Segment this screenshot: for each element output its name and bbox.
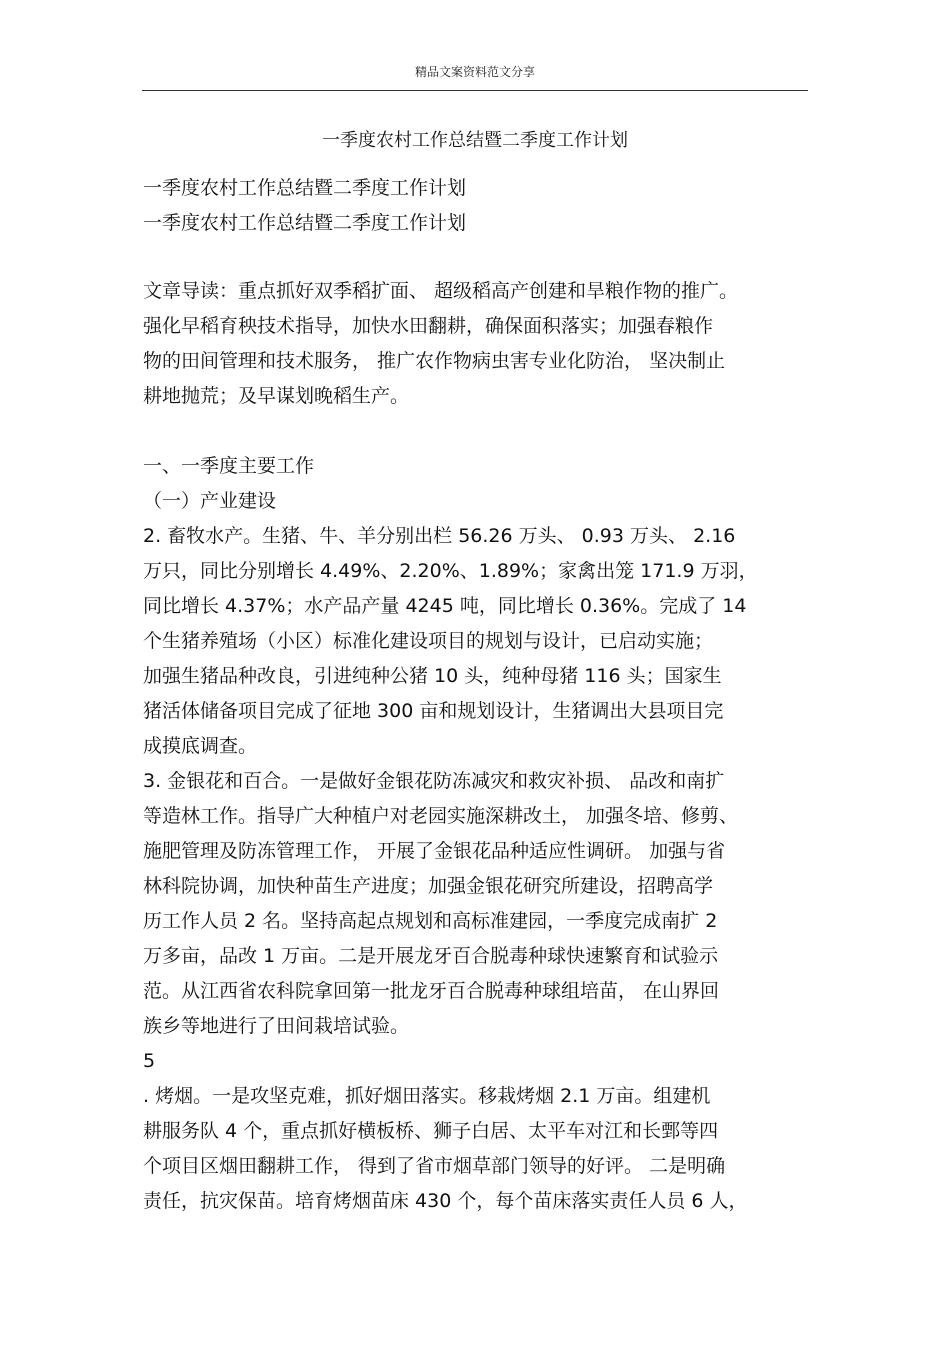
tobacco-paragraph: [143, 1079, 813, 1219]
paragraph-line: 范。从江西省农科院拿回第一批龙牙百合脱毒种球组培苗， 在山界回: [143, 980, 720, 1002]
paragraph-line: 个项目区烟田翻耕工作， 得到了省市烟草部门领导的好评。 二是明确: [143, 1155, 726, 1177]
paragraph-line: 2. 畜牧水产。生猪、牛、羊分别出栏 56.26 万头、 0.93 万头、 2.16: [143, 525, 736, 547]
paragraph-line: 耕服务队 4 个，重点抓好横板桥、狮子白居、太平车对江和长鄄等四: [143, 1120, 719, 1142]
page-header: 精品文案资料范文分享: [414, 65, 535, 79]
paragraph-line: 万只，同比分别增长 4.49%、2.20%、1.89%；家禽出笼 171.9 万羽，: [143, 560, 758, 582]
livestock-paragraph: [143, 519, 813, 764]
paragraph-line: 万多亩，品改 1 万亩。二是开展龙牙百合脱毒种球快速繁育和试验示: [143, 945, 719, 967]
item-number: 5: [143, 1050, 156, 1072]
paragraph-line: 强化早稻育秧技术指导，加快水田翻耕，确保面积落实；加强春粮作: [143, 315, 714, 337]
paragraph-line: 同比增长 4.37%；水产品产量 4245 吨，同比增长 0.36%。完成了 14: [143, 595, 747, 617]
subtitle-line: 一季度农村工作总结暨二季度工作计划: [143, 212, 467, 234]
paragraph-line: 文章导读：重点抓好双季稻扩面、 超级稻高产创建和旱粮作物的推广。: [143, 280, 739, 302]
paragraph-line: 施肥管理及防冻管理工作， 开展了金银花品种适应性调研。 加强与省: [143, 840, 726, 862]
paragraph-line: 耕地抛荒；及早谋划晚稻生产。: [143, 385, 410, 407]
paragraph-line: 物的田间管理和技术服务， 推广农作物病虫害专业化防治， 坚决制止: [143, 350, 726, 372]
paragraph-line: 责任，抗灾保苗。培育烤烟苗床 430 个，每个苗床落实责任人员 6 人，: [143, 1190, 748, 1212]
document-body: [143, 171, 813, 1219]
paragraph-line: 3. 金银花和百合。一是做好金银花防冻减灾和救灾补损、 品改和南扩: [143, 770, 725, 792]
subtitle-line: 一季度农村工作总结暨二季度工作计划: [143, 177, 467, 199]
paragraph-line: . 烤烟。一是攻坚克难，抓好烟田落实。移栽烤烟 2.1 万亩。组建机: [143, 1085, 711, 1107]
paragraph-line: 族乡等地进行了田间栽培试验。: [143, 1015, 410, 1037]
paragraph-line: 加强生猪品种改良，引进纯种公猪 10 头，纯种母猪 116 头；国家生: [143, 665, 722, 687]
section-heading: 一、一季度主要工作: [143, 455, 315, 477]
paragraph-line: 等造林工作。指导广大种植户对老园实施深耕改土， 加强冬培、修剪、: [143, 805, 739, 827]
subsection-heading: （一）产业建设: [143, 490, 277, 512]
paragraph-line: 林科院协调，加快种苗生产进度；加强金银花研究所建设，招聘高学: [143, 875, 714, 897]
paragraph-line: 个生猪养殖场（小区）标准化建设项目的规划与设计，已启动实施；: [143, 630, 714, 652]
paragraph-line: 猪活体储备项目完成了征地 300 亩和规划设计，生猪调出大县项目完: [143, 700, 724, 722]
header-divider: [142, 90, 808, 91]
honeysuckle-paragraph: [143, 764, 813, 1044]
blank-line: [143, 414, 813, 449]
paragraph-line: 成摸底调查。: [143, 735, 258, 757]
document-title: 一季度农村工作总结暨二季度工作计划: [322, 130, 628, 151]
subtitle-block: [143, 171, 813, 241]
intro-paragraph: [143, 274, 813, 414]
paragraph-line: 历工作人员 2 名。坚持高起点规划和高标准建园，一季度完成南扩 2: [143, 910, 718, 932]
blank-line: [143, 241, 813, 274]
